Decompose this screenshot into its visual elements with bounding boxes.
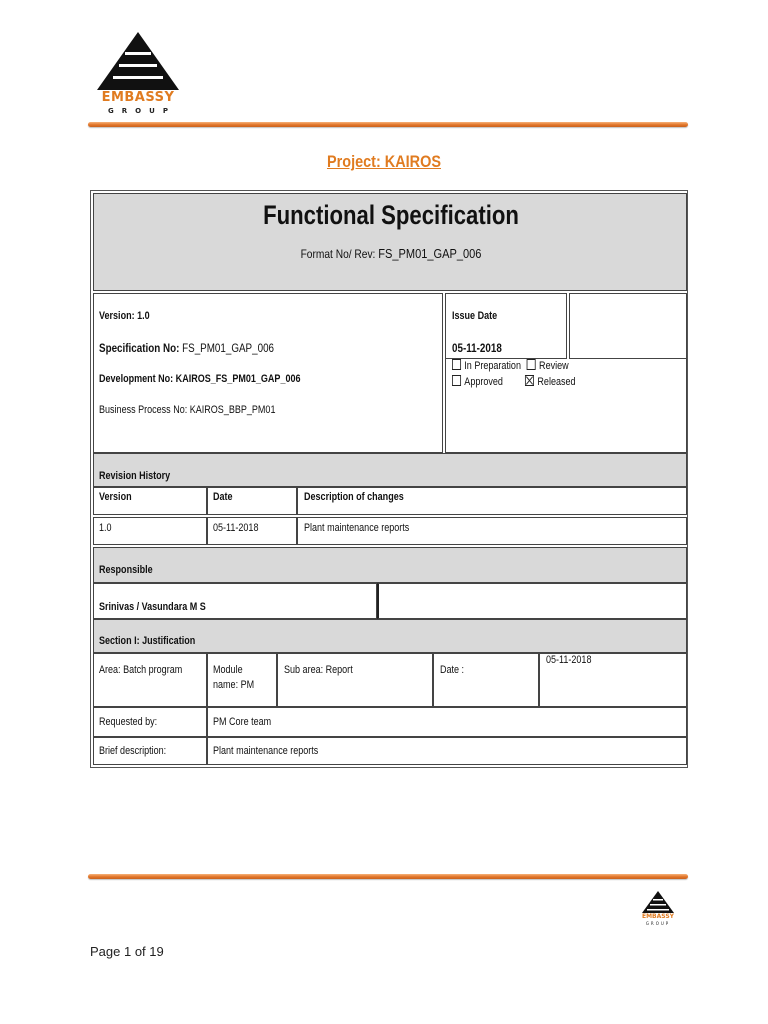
- rev-row-version-value: 1.0: [99, 522, 112, 534]
- status-row-1: [452, 359, 569, 372]
- released-checkbox[interactable]: [525, 375, 534, 386]
- issue-date-label: Issue Date: [452, 310, 498, 322]
- issue-date-value: 05-11-2018: [452, 341, 502, 355]
- approved-label: Approved: [464, 376, 503, 388]
- embassy-logo: [95, 30, 185, 120]
- review-label: Review: [539, 360, 569, 372]
- date-label-cell: [433, 653, 539, 707]
- requested-by-label-cell: [93, 707, 207, 737]
- dev-no: Development No: KAIROS_FS_PM01_GAP_006: [99, 373, 301, 385]
- date-value-cell: [539, 653, 687, 707]
- info-block: [93, 293, 443, 453]
- rev-col-version-label: Version: [99, 491, 132, 503]
- responsible-name: Srinivas / Vasundara M S: [99, 601, 206, 613]
- title-block: [93, 193, 687, 291]
- rev-row-desc-value: Plant maintenance reports: [304, 522, 410, 534]
- header-rule: [88, 122, 688, 127]
- spec-form: [90, 190, 688, 768]
- date-value: 05-11-2018: [546, 654, 592, 666]
- brief-label-cell: [93, 737, 207, 765]
- spec-no-label: Specification No:: [99, 341, 180, 355]
- logo-name: EMBASSY: [101, 90, 175, 105]
- requested-by-value-cell: [207, 707, 687, 737]
- revision-history-header: [93, 453, 687, 487]
- justification-header: [93, 619, 687, 653]
- format-line: [139, 246, 644, 261]
- rev-row-date: [207, 517, 297, 545]
- requested-by-label: Requested by:: [99, 716, 158, 728]
- module-line-1: Module: [213, 664, 243, 676]
- in-preparation-checkbox[interactable]: [452, 359, 461, 370]
- rev-row-version: [93, 517, 207, 545]
- logo-sub: GROUP: [108, 107, 176, 115]
- review-checkbox[interactable]: [527, 359, 536, 370]
- requested-by-value: PM Core team: [213, 716, 272, 728]
- status-block: [445, 359, 687, 453]
- status-row-2: [452, 375, 576, 388]
- footer-logo-name: EMBASSY: [641, 913, 674, 920]
- module-line-2: name: PM: [213, 679, 255, 691]
- project-title: Project: KAIROS: [326, 152, 442, 171]
- footer-rule: [88, 874, 688, 879]
- module-cell: [207, 653, 277, 707]
- embassy-footer-logo-mark: [638, 890, 678, 914]
- issue-date-empty: [569, 293, 687, 359]
- spec-no-value: FS_PM01_GAP_006: [182, 341, 275, 355]
- issue-date-block: [445, 293, 567, 359]
- brief-value-cell: [207, 737, 687, 765]
- rev-row-date-value: 05-11-2018: [213, 522, 259, 534]
- rev-row-desc: [297, 517, 687, 545]
- spec-no: [99, 341, 274, 355]
- rev-col-version: [93, 487, 207, 515]
- rev-col-desc: [297, 487, 687, 515]
- responsible-heading: Responsible: [99, 564, 153, 576]
- embassy-logo-mark: [95, 30, 181, 92]
- rev-col-date: [207, 487, 297, 515]
- in-preparation-label: In Preparation: [464, 360, 521, 372]
- responsible-name-cell: [93, 583, 377, 619]
- responsible-empty: [377, 583, 687, 619]
- rev-col-desc-label: Description of changes: [304, 491, 404, 503]
- format-label: Format No/ Rev:: [300, 247, 376, 261]
- approved-checkbox[interactable]: [452, 375, 461, 386]
- page-number: Page 1 of 19: [90, 944, 164, 959]
- bp-no: Business Process No: KAIROS_BBP_PM01: [99, 404, 276, 416]
- revision-history-heading: Revision History: [99, 470, 171, 482]
- responsible-header: [93, 547, 687, 583]
- brief-value: Plant maintenance reports: [213, 745, 319, 757]
- date-label: Date :: [440, 664, 465, 676]
- version-text: Version: 1.0: [99, 310, 150, 322]
- spec-title: Functional Specification: [263, 200, 519, 230]
- justification-heading: Section I: Justification: [99, 635, 196, 647]
- area-cell: [93, 653, 207, 707]
- brief-label: Brief description:: [99, 745, 167, 757]
- sub-area-cell: [277, 653, 433, 707]
- rev-col-date-label: Date: [213, 491, 233, 503]
- footer-logo-sub: GROUP: [645, 921, 671, 926]
- format-code: FS_PM01_GAP_006: [378, 246, 482, 261]
- released-label: Released: [537, 376, 576, 388]
- area-text: Area: Batch program: [99, 664, 183, 676]
- embassy-footer-logo: [638, 890, 678, 930]
- sub-area-text: Sub area: Report: [284, 664, 353, 676]
